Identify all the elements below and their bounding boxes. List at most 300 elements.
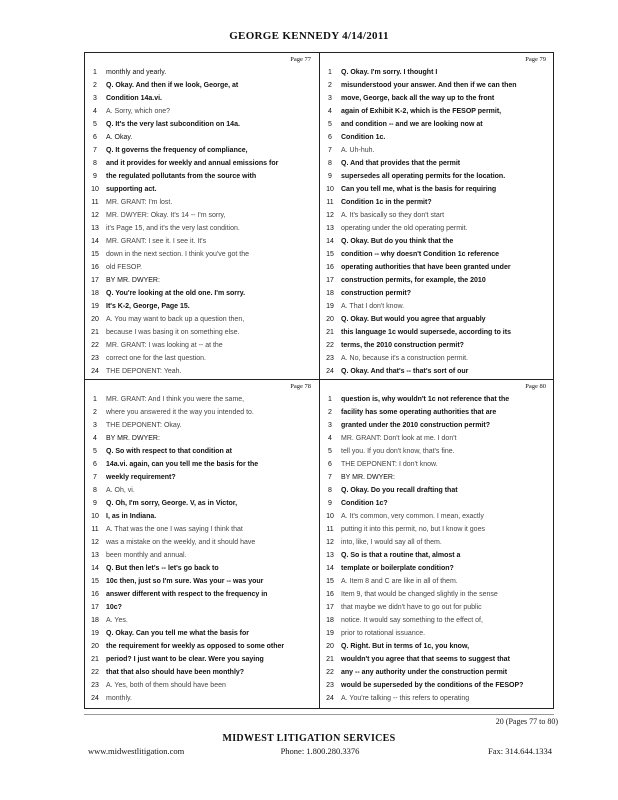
transcript-grid [84,52,554,709]
transcript-line [320,365,554,378]
transcript-line [320,458,554,471]
line-text: any -- any authority under the construction permit [341,669,508,676]
line-number: 18 [91,617,99,624]
line-text: prior to rotational issuance. [341,630,426,637]
line-text: move, George, back all the way up to the front [341,95,495,102]
transcript-line [85,222,319,235]
line-text: monthly. [106,695,132,702]
line-text: Q. Okay. Can you tell me what the basis for [106,630,250,637]
line-number: 12 [91,212,99,219]
transcript-line [85,339,319,352]
transcript-line [85,118,319,131]
transcript-page-78 [85,380,319,706]
line-number: 21 [326,656,334,663]
transcript-line [320,352,554,365]
line-number: 16 [326,591,334,598]
line-number: 20 [326,316,334,323]
line-text: Q. Okay. But would you agree that arguably [341,316,486,323]
transcript-line [320,484,554,497]
transcript-line [320,393,554,406]
line-number: 2 [93,82,97,89]
line-text: Q. Okay. Do you recall drafting that [341,487,458,494]
line-text: question is, why wouldn't 1c not reference that the [341,396,510,403]
transcript-line [85,261,319,274]
transcript-line [320,261,554,274]
transcript-line [85,326,319,339]
line-number: 22 [91,342,99,349]
line-text: construction permit? [341,290,412,297]
transcript-line [320,248,554,261]
transcript-line [320,183,554,196]
transcript-line [320,196,554,209]
line-number: 1 [93,69,97,76]
line-number: 10 [326,513,334,520]
line-text: Item 9, that would be changed slightly in the sense [341,591,498,598]
line-number: 11 [326,199,334,206]
transcript-line [85,419,319,432]
line-number: 15 [91,578,99,585]
transcript-line [85,352,319,365]
line-text: down in the next section. I think you've got the [106,251,249,258]
transcript-line [85,666,319,679]
line-text: 10c then, just so I'm sure. Was your -- was your [106,578,264,585]
line-text: Q. Okay. I'm sorry. I thought I [341,69,438,76]
transcript-line [85,300,319,313]
transcript-line [320,562,554,575]
page-label: Page 79 [525,56,546,63]
website-link[interactable]: www.midwestlitigation.com [88,746,185,756]
line-text: MR. GRANT: Don't look at me. I don't [341,435,457,442]
line-text: Q. It governs the frequency of compliance, [106,147,248,154]
line-number: 9 [93,173,97,180]
line-text: notice. It would say something to the effect of, [341,617,483,624]
line-text: the regulated pollutants from the source with [106,173,257,180]
line-number: 13 [91,225,99,232]
line-number: 23 [326,355,334,362]
transcript-line [85,287,319,300]
line-number: 22 [326,342,334,349]
transcript-line [320,300,554,313]
line-number: 22 [91,669,99,676]
transcript-line [85,471,319,484]
footer-contact [88,746,552,758]
line-number: 12 [91,539,99,546]
line-number: 20 [326,643,334,650]
line-text: Condition 1c. [341,134,386,141]
line-number: 24 [326,368,334,375]
line-text: MR. GRANT: And I think you were the same, [106,396,245,403]
line-number: 21 [91,656,99,663]
line-number: 7 [93,147,97,154]
transcript-line [85,692,319,705]
line-number: 3 [93,422,97,429]
transcript-line [85,562,319,575]
transcript-line [85,627,319,640]
transcript-line [320,497,554,510]
line-number: 15 [326,578,334,585]
line-text: A. Uh-huh. [341,147,375,154]
line-number: 8 [328,160,332,167]
transcript-line [85,365,319,378]
line-text: old FESOP. [106,264,143,271]
line-text: MR. DWYER: Okay. It's 14 -- I'm sorry, [106,212,226,219]
line-text: MR. GRANT: I see it. I see it. It's [106,238,207,245]
line-text: template or boilerplate condition? [341,565,454,572]
line-text: Condition 1c in the permit? [341,199,432,206]
transcript-line [85,549,319,562]
line-text: misunderstood your answer. And then if we can then [341,82,517,89]
transcript-line [85,484,319,497]
line-number: 4 [93,108,97,115]
line-number: 18 [91,290,99,297]
line-text: BY MR. DWYER: [106,277,160,284]
line-text: tell you. If you don't know, that's fine. [341,448,455,455]
line-text: A. Yes, both of them should have been [106,682,226,689]
transcript-line [85,131,319,144]
transcript-line [85,157,319,170]
transcript-line [320,588,554,601]
line-number: 18 [326,290,334,297]
line-text: because I was basing it on something else. [106,329,240,336]
transcript-line [85,183,319,196]
line-number: 16 [91,264,99,271]
line-text: I, as in Indiana. [106,513,157,520]
line-text: supersedes all operating permits for the location. [341,173,506,180]
line-text: Condition 14a.vi. [106,95,163,102]
line-text: condition -- why doesn't Condition 1c reference [341,251,500,258]
line-number: 5 [93,448,97,455]
transcript-line [320,326,554,339]
line-text: correct one for the last question. [106,355,206,362]
line-text: Q. Right. But in terms of 1c, you know, [341,643,470,650]
line-number: 15 [326,251,334,258]
line-text: BY MR. DWYER: [106,435,160,442]
transcript-line [85,458,319,471]
line-number: 18 [326,617,334,624]
transcript-lines [85,66,319,378]
transcript-line [320,209,554,222]
line-number: 6 [93,134,97,141]
line-text: Q. It's the very last subcondition on 14a. [106,121,240,128]
line-number: 10 [326,186,334,193]
line-text: Q. You're looking at the old one. I'm sorry. [106,290,246,297]
line-number: 23 [326,682,334,689]
line-number: 19 [326,630,334,637]
line-number: 13 [326,552,334,559]
line-number: 11 [326,526,334,533]
transcript-line [85,313,319,326]
transcript-line [85,170,319,183]
transcript-line [85,536,319,549]
line-number: 9 [328,500,332,507]
transcript-line [320,432,554,445]
line-text: It's K-2, George, Page 15. [106,303,190,310]
line-text: A. Okay. [106,134,133,141]
line-text: wouldn't you agree that that seems to suggest that [341,656,510,663]
line-text: A. Item 8 and C are like in all of them. [341,578,458,585]
transcript-line [85,209,319,222]
line-number: 1 [328,396,332,403]
transcript-lines [320,393,554,705]
line-number: 1 [328,69,332,76]
transcript-line [320,536,554,549]
transcript-line [320,601,554,614]
line-text: A. You may want to back up a question then, [106,316,245,323]
transcript-line [320,523,554,536]
line-text: again of Exhibit K-2, which is the FESOP permit, [341,108,502,115]
transcript-line [320,92,554,105]
line-text: MR. GRANT: I'm lost. [106,199,173,206]
line-number: 20 [91,316,99,323]
transcript-line [320,406,554,419]
line-number: 5 [328,448,332,455]
line-number: 3 [328,95,332,102]
line-number: 2 [328,82,332,89]
line-number: 11 [91,526,99,533]
transcript-line [85,274,319,287]
transcript-lines [85,393,319,705]
line-number: 24 [326,695,334,702]
line-number: 6 [93,461,97,468]
line-number: 14 [326,238,334,245]
line-text: A. Oh, vi. [106,487,135,494]
transcript-line [85,105,319,118]
page-label: Page 78 [290,383,311,390]
line-number: 24 [91,368,99,375]
transcript-line [320,79,554,92]
transcript-line [320,692,554,705]
line-number: 2 [93,409,97,416]
line-text: A. It's common, very common. I mean, exactly [341,513,484,520]
transcript-line [85,79,319,92]
line-text: 14a.vi. again, can you tell me the basis for the [106,461,259,468]
line-number: 5 [93,121,97,128]
transcript-line [320,313,554,326]
transcript-lines [320,66,554,378]
line-number: 17 [91,277,99,284]
transcript-line [85,393,319,406]
transcript-line [320,640,554,653]
line-number: 4 [93,435,97,442]
transcript-line [320,549,554,562]
line-text: the requirement for weekly as opposed to some other [106,643,285,650]
transcript-line [320,105,554,118]
line-number: 7 [328,147,332,154]
line-text: was a mistake on the weekly, and it should have [106,539,256,546]
line-number: 23 [91,355,99,362]
line-text: A. No, because it's a construction permit. [341,355,469,362]
line-number: 19 [91,630,99,637]
transcript-line [85,614,319,627]
line-text: Q. Okay. And that's -- that's sort of our [341,368,469,375]
line-text: Q. So with respect to that condition at [106,448,233,455]
line-number: 9 [328,173,332,180]
line-text: weekly requirement? [106,474,176,481]
transcript-line [320,614,554,627]
transcript-line [320,339,554,352]
line-text: been monthly and annual. [106,552,187,559]
line-text: where you answered it the way you intended to. [106,409,254,416]
line-text: A. Sorry, which one? [106,108,171,115]
transcript-line [320,131,554,144]
line-text: A. That was the one I was saying I think that [106,526,243,533]
line-number: 14 [91,565,99,572]
transcript-line [85,235,319,248]
line-number: 9 [93,500,97,507]
transcript-line [85,653,319,666]
line-number: 2 [328,409,332,416]
line-text: A. Yes. [106,617,128,624]
line-number: 6 [328,134,332,141]
line-number: 24 [91,695,99,702]
line-number: 10 [91,186,99,193]
transcript-line [320,287,554,300]
line-number: 12 [326,212,334,219]
line-text: THE DEPONENT: I don't know. [341,461,438,468]
line-number: 8 [93,487,97,494]
transcript-line [85,601,319,614]
line-text: facility has some operating authorities that are [341,409,497,416]
line-text: construction permits, for example, the 2010 [341,277,486,284]
line-text: granted under the 2010 construction permit? [341,422,490,429]
line-text: operating under the old operating permit. [341,225,468,232]
transcript-line [85,92,319,105]
transcript-line [320,510,554,523]
line-text: into, like, I would say all of them. [341,539,442,546]
line-number: 17 [326,604,334,611]
line-number: 21 [91,329,99,336]
line-text: terms, the 2010 construction permit? [341,342,464,349]
line-number: 16 [326,264,334,271]
line-number: 11 [91,199,99,206]
line-number: 16 [91,591,99,598]
transcript-line [85,523,319,536]
line-text: would be superseded by the conditions of the FESOP? [341,682,524,689]
page-label: Page 77 [290,56,311,63]
line-text: Condition 1c? [341,500,388,507]
transcript-line [85,588,319,601]
line-number: 21 [326,329,334,336]
line-text: MR. GRANT: I was looking at -- at the [106,342,223,349]
transcript-line [320,679,554,692]
line-number: 7 [328,474,332,481]
transcript-line [320,170,554,183]
transcript-line [320,575,554,588]
line-text: it's Page 15, and it's the very last condition. [106,225,240,232]
line-text: THE DEPONENT: Okay. [106,422,182,429]
transcript-line [320,235,554,248]
transcript-line [85,575,319,588]
document-header: GEORGE KENNEDY 4/14/2011 [229,30,389,42]
line-number: 4 [328,108,332,115]
transcript-line [85,66,319,79]
line-number: 10 [91,513,99,520]
line-number: 23 [91,682,99,689]
line-number: 7 [93,474,97,481]
transcript-line [85,144,319,157]
line-number: 6 [328,461,332,468]
transcript-line [320,627,554,640]
transcript-line [85,406,319,419]
line-number: 4 [328,435,332,442]
line-text: that that also should have been monthly? [106,669,245,676]
line-number: 1 [93,396,97,403]
footer-rule [84,714,554,715]
line-text: Q. But then let's -- let's go back to [106,565,219,572]
transcript-line [320,157,554,170]
transcript-line [85,510,319,523]
line-text: and condition -- and we are looking now at [341,121,483,128]
page-label: Page 80 [525,383,546,390]
line-text: 10c? [106,604,122,611]
line-number: 13 [91,552,99,559]
transcript-line [320,222,554,235]
line-text: Q. Oh, I'm sorry, George. V, as in Victor, [106,500,238,507]
line-text: THE DEPONENT: Yeah. [106,368,182,375]
transcript-page-77 [85,53,319,379]
line-number: 17 [91,604,99,611]
transcript-line [320,666,554,679]
line-text: answer different with respect to the frequency in [106,591,268,598]
line-number: 17 [326,277,334,284]
transcript-line [320,471,554,484]
transcript-line [85,432,319,445]
line-number: 13 [326,225,334,232]
transcript-page-79 [320,53,554,379]
company-name: MIDWEST LITIGATION SERVICES [222,733,396,744]
line-text: A. That I don't know. [341,303,405,310]
transcript-line [320,66,554,79]
line-number: 19 [91,303,99,310]
line-number: 12 [326,539,334,546]
line-number: 8 [328,487,332,494]
line-text: A. It's basically so they don't start [341,212,445,219]
transcript-line [85,196,319,209]
line-text: that maybe we didn't have to go out for public [341,604,482,611]
line-number: 14 [91,238,99,245]
line-text: monthly and yearly. [106,69,167,76]
line-text: Q. And that provides that the permit [341,160,461,167]
transcript-line [85,679,319,692]
transcript-line [85,640,319,653]
line-number: 19 [326,303,334,310]
line-text: period? I just want to be clear. Were you saying [106,656,264,663]
page-range: 20 (Pages 77 to 80) [495,717,558,726]
transcript-page-80 [320,380,554,706]
line-number: 22 [326,669,334,676]
transcript-line [320,653,554,666]
transcript-line [85,445,319,458]
line-number: 15 [91,251,99,258]
transcript-line [85,497,319,510]
transcript-line [85,248,319,261]
fax-number: Fax: 314.644.1334 [488,746,552,756]
transcript-line [320,445,554,458]
transcript-line [320,419,554,432]
line-text: and it provides for weekly and annual emissions for [106,160,279,167]
line-text: Q. Okay. But do you think that the [341,238,454,245]
transcript-line [320,144,554,157]
line-number: 20 [91,643,99,650]
line-text: this language 1c would supersede, according to its [341,329,511,336]
line-number: 5 [328,121,332,128]
line-number: 8 [93,160,97,167]
line-text: putting it into this permit, no, but I know it goes [341,526,485,533]
line-text: Q. Okay. And then if we look, George, at [106,82,239,89]
transcript-line [320,118,554,131]
line-text: A. You're talking -- this refers to operating [341,695,470,702]
line-text: BY MR. DWYER: [341,474,395,481]
